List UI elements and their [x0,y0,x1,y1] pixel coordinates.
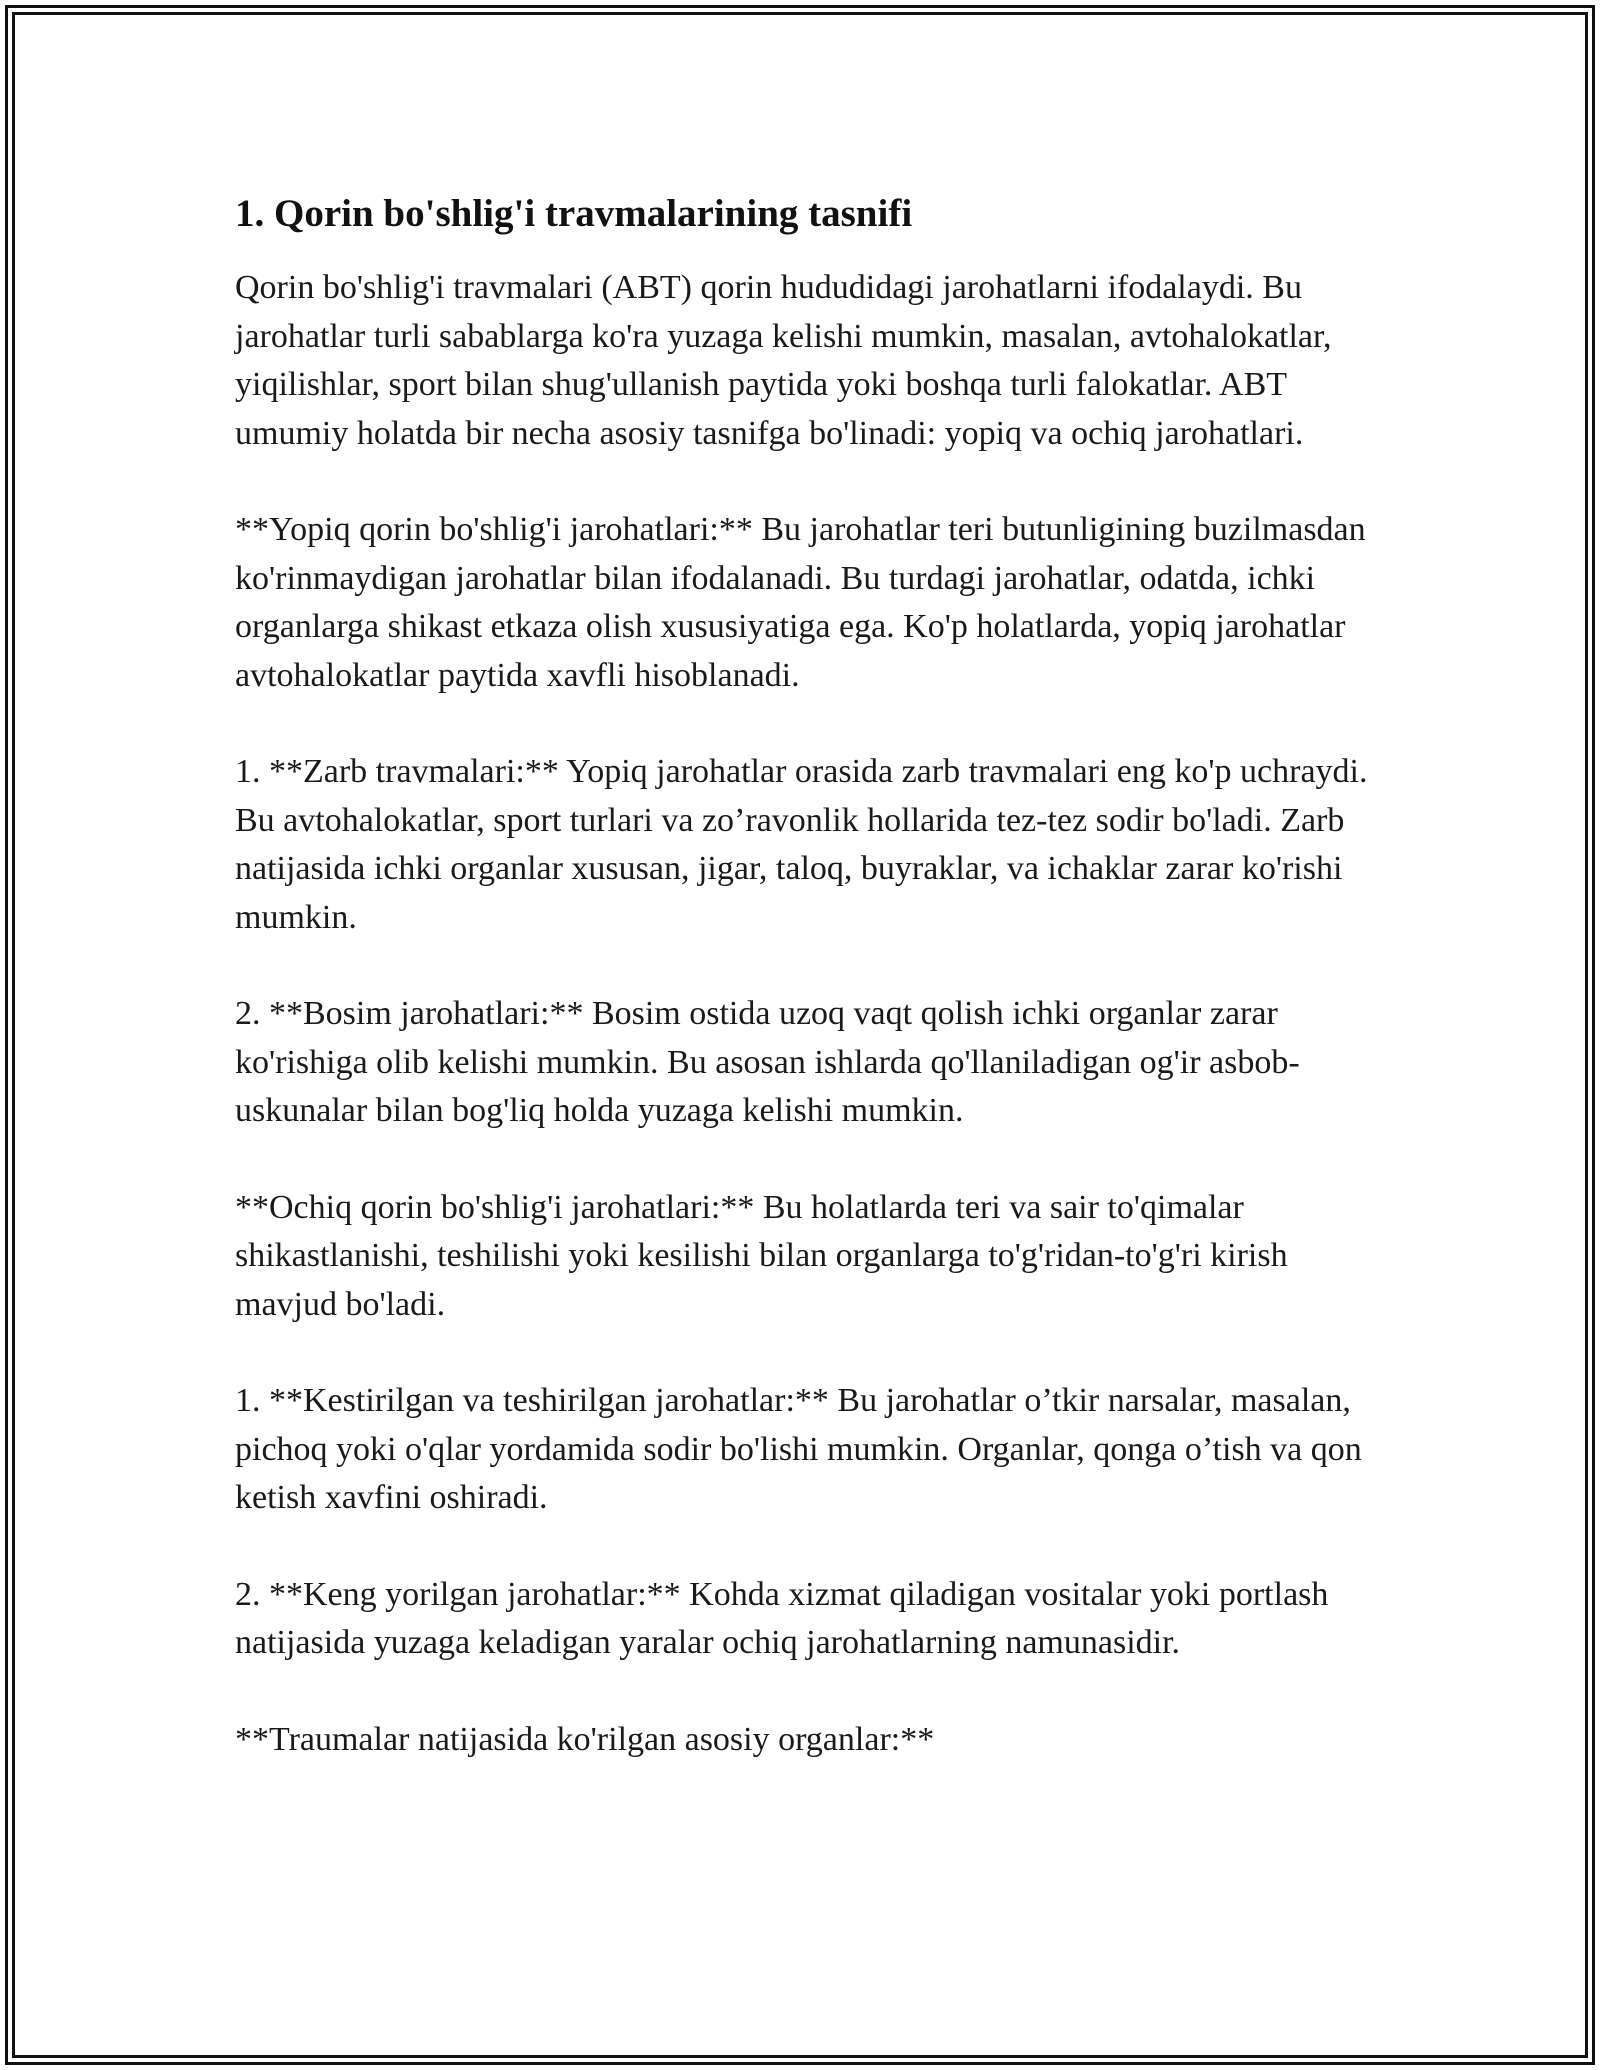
document-body [235,186,1375,1812]
paragraph-open-injuries: **Ochiq qorin bo'shlig'i jarohatlari:** Bu holatlarda teri va sair to'qimalar shikastlanishi, teshilishi yoki kesilishi bilan organlarga to'g'ridan-to'g'ri kirish mavjud bo'ladi. [235,1188,1288,1323]
section-title: 1. Qorin bo'shlig'i travmalarining tasnifi [235,192,913,235]
paragraph-blunt-trauma: 1. **Zarb travmalari:** Yopiq jarohatlar orasida zarb travmalari eng ko'p uchraydi. Bu avtohalokatlar, sport turlari va zo’ravonlik hollarida tez-tez sodir bo'ladi. Zarb natijasida ichki organlar xususan, jigar, taloq, buyraklar, va ichaklar zarar ko'rishi mumkin. [235,753,1368,936]
paragraph-affected-organs: **Traumalar natijasida ko'rilgan asosiy organlar:** [235,1720,935,1758]
paragraph-intro: Qorin bo'shlig'i travmalari (ABT) qorin hududidagi jarohatlarni ifodalaydi. Bu jarohatlar turli sabablarga ko'ra yuzaga kelishi mumkin, masalan, avtohalokatlar, yiqilishlar, sport bilan shug'ullanish paytida yoki boshqa turli falokatlar. ABT umumiy holatda bir necha asosiy tasnifga bo'linadi: yopiq va ochiq jarohatlari. [235,269,1332,452]
paragraph-stab-wounds: 1. **Kestirilgan va teshirilgan jarohatlar:** Bu jarohatlar o’tkir narsalar, masalan, pichoq yoki o'qlar yordamida sodir bo'lishi mumkin. Organlar, qonga o’tish va qon ketish xavfini oshiradi. [235,1382,1362,1516]
paragraph-pressure-injuries: 2. **Bosim jarohatlari:** Bosim ostida uzoq vaqt qolish ichki organlar zarar ko'rishiga olib kelishi mumkin. Bu asosan ishlarda qo'llaniladigan og'ir asbob-uskunalar bilan bog'liq holda yuzaga kelishi mumkin. [235,995,1300,1129]
paragraph-lacerations: 2. **Keng yorilgan jarohatlar:** Kohda xizmat qiladigan vositalar yoki portlash natijasida yuzaga keladigan yaralar ochiq jarohatlarning namunasidir. [235,1575,1329,1661]
paragraph-closed-injuries: **Yopiq qorin bo'shlig'i jarohatlari:** Bu jarohatlar teri butunligining buzilmasdan ko'rinmaydigan jarohatlar bilan ifodalanadi. Bu turdagi jarohatlar, odatda, ichki organlarga shikast etkaza olish xususiyatiga ega. Ko'p holatlarda, yopiq jarohatlar avtohalokatlar paytida xavfli hisoblanadi. [235,511,1366,694]
